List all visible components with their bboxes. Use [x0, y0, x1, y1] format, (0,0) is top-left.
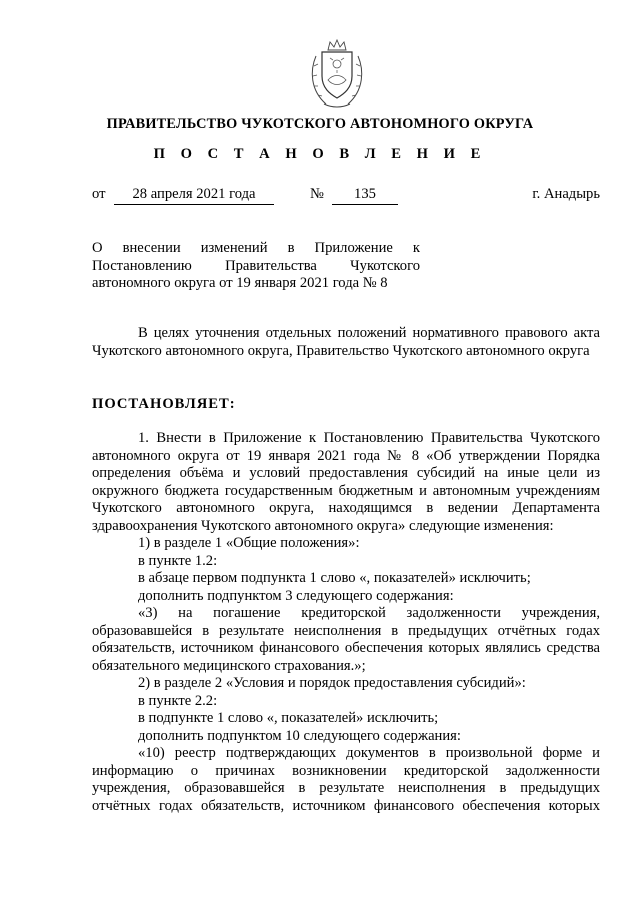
- body-paragraph: дополнить подпунктом 3 следующего содержания:: [138, 587, 454, 604]
- body-paragraph: 1. Внести в Приложение к Постановлению Правительства Чукотского автономного округа от 19 января 2021 года № 8 «Об утверждении Порядка определения объёма и условий предоставления субсидий на иные цели из окружного бюджета государственным бюджетным и автономным учреждениям Чукотского автономного округа, находящимся в ведении Департамента здравоохранения Чукотского автономного округа» следующие изменения:: [92, 430, 600, 534]
- resolves-heading: ПОСТАНОВЛЯЕТ:: [92, 396, 236, 412]
- number-label: №: [310, 186, 324, 202]
- body-paragraph: дополнить подпунктом 10 следующего содержания:: [138, 727, 461, 744]
- coat-of-arms-icon: [306, 36, 368, 112]
- document-meta: [92, 186, 600, 208]
- body-paragraph: «3) на погашение кредиторской задолженности учреждения, образовавшейся в результате неисполнения в предыдущих отчётных годах обязательств, источником финансового обеспечения которых являлись средства обязательного медицинского страхования.»;: [92, 605, 600, 674]
- document-date: 28 апреля 2021 года: [114, 186, 274, 205]
- body-paragraph: в абзаце первом подпункта 1 слово «, показателей» исключить;: [138, 570, 531, 586]
- body-paragraph: 1) в разделе 1 «Общие положения»:: [138, 535, 360, 551]
- document-body: [92, 430, 600, 815]
- date-label: от: [92, 186, 106, 202]
- body-paragraph: «10) реестр подтверждающих документов в произвольной форме и информацию о причинах возникновении кредиторской задолженности учреждения, образовавшейся в результате неисполнения в предыдущих отчётных годах обязательств, источником финансового обеспечения которых: [92, 745, 600, 814]
- government-title: ПРАВИТЕЛЬСТВО ЧУКОТСКОГО АВТОНОМНОГО ОКРУГА: [106, 116, 534, 132]
- body-paragraph: в пункте 2.2:: [138, 692, 218, 709]
- document-type: П О С Т А Н О В Л Е Н И Е: [153, 146, 487, 162]
- body-paragraph: в пункте 1.2:: [138, 552, 218, 569]
- document-subject: О внесении изменений в Приложение к Постановлению Правительства Чукотского автономного округа от 19 января 2021 года № 8: [92, 240, 420, 291]
- body-paragraph: в подпункте 1 слово «, показателей» исключить;: [138, 710, 439, 726]
- coat-of-arms-emblem: [306, 36, 368, 112]
- body-paragraph: 2) в разделе 2 «Условия и порядок предоставления субсидий»:: [138, 675, 526, 691]
- preamble-paragraph: В целях уточнения отдельных положений нормативного правового акта Чукотского автономного округа, Правительство Чукотского автономного округа: [92, 325, 600, 359]
- document-number: 135: [332, 186, 398, 205]
- document-city: г. Анадырь: [532, 186, 600, 202]
